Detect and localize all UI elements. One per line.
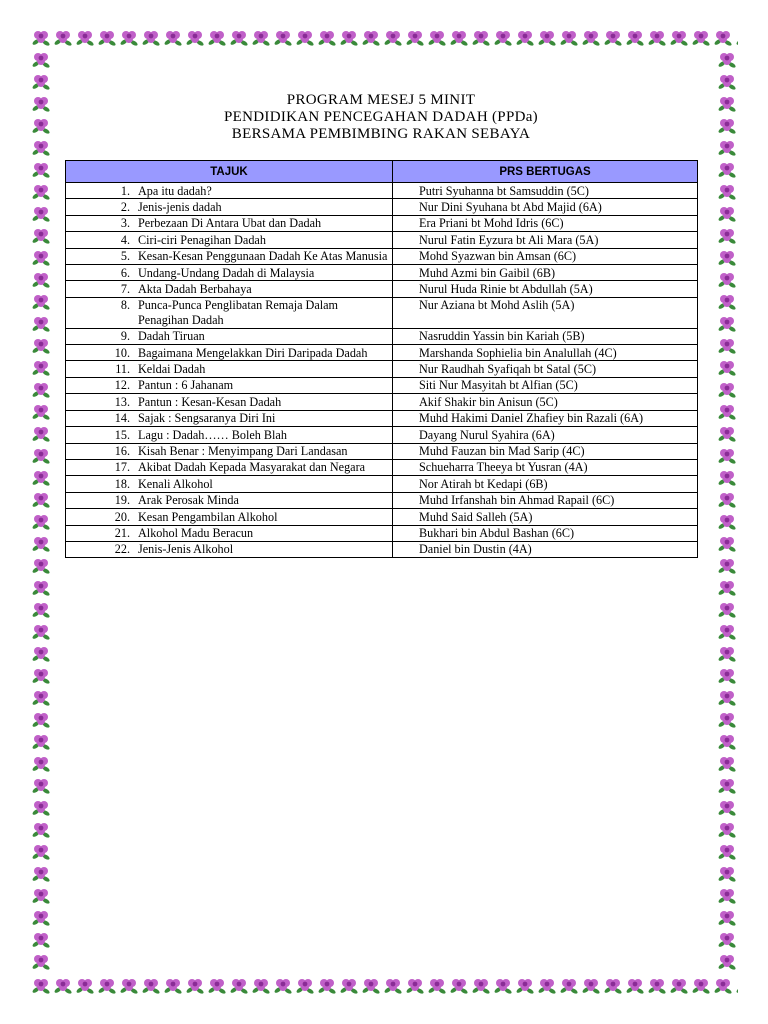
topic-cell (66, 183, 393, 199)
rose-flower-icon (690, 26, 712, 48)
rose-flower-icon (716, 444, 738, 466)
rose-flower-icon (162, 974, 184, 996)
row-number: 3. (120, 216, 130, 231)
rose-flower-icon (716, 730, 738, 752)
rose-flower-icon (250, 26, 272, 48)
rose-flower-icon (536, 974, 558, 996)
topic-cell (66, 232, 393, 248)
row-number: 10. (114, 345, 130, 360)
rose-flower-icon (716, 466, 738, 488)
rose-flower-icon (74, 26, 96, 48)
rose-flower-icon (716, 114, 738, 136)
rose-flower-icon (716, 400, 738, 422)
rose-flower-icon (716, 70, 738, 92)
officer-cell: Putri Syuhanna bt Samsuddin (5C) (393, 183, 698, 199)
rose-flower-icon (514, 974, 536, 996)
rose-flower-icon (338, 974, 360, 996)
row-number: 1. (120, 183, 130, 198)
topic-cell (66, 476, 393, 492)
schedule-table (65, 160, 698, 558)
officer-cell: Schueharra Theeya bt Yusran (4A) (393, 459, 698, 475)
rose-flower-icon (30, 730, 52, 752)
table-row (66, 394, 698, 410)
rose-flower-icon (404, 974, 426, 996)
topic-title: Kisah Benar : Menyimpang Dari Landasan (138, 444, 348, 458)
rose-flower-icon (30, 224, 52, 246)
topic-cell (66, 541, 393, 557)
table-row (66, 410, 698, 426)
rose-flower-icon (52, 26, 74, 48)
topic-title: Jenis-jenis dadah (138, 199, 222, 214)
page-border-right (716, 48, 738, 974)
officer-cell: Nor Atirah bt Kedapi (6B) (393, 476, 698, 492)
rose-flower-icon (30, 180, 52, 202)
topic-title: Arak Perosak Minda (138, 493, 239, 508)
row-number: 22. (114, 542, 130, 557)
table-row (66, 345, 698, 361)
column-header-tajuk: TAJUK (66, 161, 393, 183)
rose-flower-icon (716, 422, 738, 444)
officer-cell: Dayang Nurul Syahira (6A) (393, 427, 698, 443)
topic-title: Punca-Punca Penglibatan Remaja Dalam Penagihan Dadah (138, 298, 339, 327)
topic-cell (66, 459, 393, 475)
rose-flower-icon (30, 312, 52, 334)
rose-flower-icon (272, 26, 294, 48)
rose-flower-icon (96, 26, 118, 48)
rose-flower-icon (30, 488, 52, 510)
rose-flower-icon (30, 400, 52, 422)
topic-cell (66, 199, 393, 215)
rose-flower-icon (716, 972, 738, 974)
rose-flower-icon (30, 378, 52, 400)
officer-cell: Marshanda Sophielia bin Analullah (4C) (393, 345, 698, 361)
rose-flower-icon (716, 180, 738, 202)
rose-flower-icon (536, 26, 558, 48)
rose-flower-icon (30, 26, 52, 48)
rose-flower-icon (580, 974, 602, 996)
table-row (66, 427, 698, 443)
rose-flower-icon (716, 818, 738, 840)
rose-flower-icon (716, 224, 738, 246)
rose-flower-icon (30, 840, 52, 862)
rose-flower-icon (716, 906, 738, 928)
officer-cell: Nur Raudhah Syafiqah bt Satal (5C) (393, 361, 698, 377)
rose-flower-icon (250, 974, 272, 996)
topic-title: Kesan Pengambilan Alkohol (138, 509, 278, 524)
rose-flower-icon (716, 598, 738, 620)
rose-flower-icon (294, 26, 316, 48)
topic-cell (66, 525, 393, 541)
rose-flower-icon (30, 576, 52, 598)
topic-title: Apa itu dadah? (138, 183, 212, 198)
row-number: 16. (114, 444, 130, 458)
rose-flower-icon (30, 620, 52, 642)
topic-title: Keldai Dadah (138, 361, 206, 376)
officer-cell: Muhd Said Salleh (5A) (393, 509, 698, 525)
rose-flower-icon (30, 466, 52, 488)
rose-flower-icon (426, 974, 448, 996)
rose-flower-icon (316, 26, 338, 48)
topic-cell (66, 427, 393, 443)
topic-cell (66, 361, 393, 377)
row-number: 20. (114, 509, 130, 524)
row-number: 17. (114, 460, 130, 475)
rose-flower-icon (470, 26, 492, 48)
topic-cell (66, 394, 393, 410)
topic-cell (66, 509, 393, 525)
rose-flower-icon (716, 532, 738, 554)
table-row (66, 199, 698, 215)
rose-flower-icon (30, 114, 52, 136)
row-number: 18. (114, 476, 130, 491)
row-number: 14. (114, 411, 130, 426)
topic-cell (66, 345, 393, 361)
rose-flower-icon (30, 246, 52, 268)
rose-flower-icon (716, 796, 738, 818)
rose-flower-icon (30, 796, 52, 818)
officer-cell: Bukhari bin Abdul Bashan (6C) (393, 525, 698, 541)
rose-flower-icon (716, 884, 738, 906)
rose-flower-icon (716, 862, 738, 884)
officer-cell: Muhd Fauzan bin Mad Sarip (4C) (393, 443, 698, 459)
rose-flower-icon (30, 686, 52, 708)
rose-flower-icon (206, 26, 228, 48)
officer-cell: Era Priani bt Mohd Idris (6C) (393, 215, 698, 231)
rose-flower-icon (30, 290, 52, 312)
topic-title: Pantun : Kesan-Kesan Dadah (138, 394, 282, 409)
rose-flower-icon (716, 840, 738, 862)
rose-flower-icon (272, 974, 294, 996)
row-number: 8. (120, 298, 130, 313)
rose-flower-icon (712, 974, 734, 996)
officer-cell: Nur Dini Syuhana bt Abd Majid (6A) (393, 199, 698, 215)
rose-flower-icon (716, 92, 738, 114)
row-number: 12. (114, 378, 130, 393)
rose-flower-icon (30, 422, 52, 444)
topic-title: Alkohol Madu Beracun (138, 526, 254, 541)
officer-cell: Muhd Hakimi Daniel Zhafiey bin Razali (6A) (393, 410, 698, 426)
rose-flower-icon (30, 444, 52, 466)
rose-flower-icon (558, 26, 580, 48)
rose-flower-icon (716, 334, 738, 356)
topic-title: Kesan-Kesan Penggunaan Dadah Ke Atas Manusia (138, 249, 388, 264)
officer-cell: Nurul Fatin Eyzura bt Ali Mara (5A) (393, 232, 698, 248)
topic-cell (66, 328, 393, 344)
rose-flower-icon (716, 664, 738, 686)
rose-flower-icon (716, 708, 738, 730)
row-number: 21. (114, 526, 130, 541)
topic-title: Lagu : Dadah…… Boleh Blah (138, 427, 287, 442)
topic-cell (66, 297, 393, 328)
rose-flower-icon (426, 26, 448, 48)
rose-flower-icon (30, 974, 52, 996)
rose-flower-icon (30, 906, 52, 928)
table-row (66, 328, 698, 344)
rose-flower-icon (30, 708, 52, 730)
rose-flower-icon (30, 752, 52, 774)
rose-flower-icon (448, 26, 470, 48)
rose-flower-icon (118, 974, 140, 996)
row-number: 7. (120, 281, 130, 296)
row-number: 9. (120, 329, 130, 344)
topic-title: Ciri-ciri Penagihan Dadah (138, 232, 266, 247)
row-number: 4. (120, 232, 130, 247)
rose-flower-icon (52, 974, 74, 996)
rose-flower-icon (30, 950, 52, 972)
table-row (66, 492, 698, 508)
rose-flower-icon (716, 356, 738, 378)
topic-cell (66, 265, 393, 281)
row-number: 5. (120, 249, 130, 264)
table-body (66, 183, 698, 558)
topic-title: Pantun : 6 Jahanam (138, 378, 234, 393)
rose-flower-icon (30, 92, 52, 114)
rose-flower-icon (30, 928, 52, 950)
rose-flower-icon (360, 26, 382, 48)
rose-flower-icon (602, 974, 624, 996)
rose-flower-icon (716, 510, 738, 532)
topic-title: Sajak : Sengsaranya Diri Ini (138, 411, 276, 426)
officer-cell: Daniel bin Dustin (4A) (393, 541, 698, 557)
table-row (66, 525, 698, 541)
rose-flower-icon (624, 26, 646, 48)
rose-flower-icon (30, 642, 52, 664)
rose-flower-icon (30, 664, 52, 686)
rose-flower-icon (716, 136, 738, 158)
rose-flower-icon (30, 158, 52, 180)
title-line-2: PENDIDIKAN PENCEGAHAN DADAH (PPDa) (224, 109, 538, 125)
rose-flower-icon (716, 576, 738, 598)
rose-flower-icon (382, 974, 404, 996)
officer-cell: Siti Nur Masyitah bt Alfian (5C) (393, 377, 698, 393)
rose-flower-icon (30, 334, 52, 356)
rose-flower-icon (448, 974, 470, 996)
rose-flower-icon (716, 268, 738, 290)
rose-flower-icon (30, 884, 52, 906)
topic-title: Perbezaan Di Antara Ubat dan Dadah (138, 216, 322, 231)
rose-flower-icon (716, 312, 738, 334)
row-number: 15. (114, 427, 130, 442)
table-row (66, 377, 698, 393)
rose-flower-icon (30, 774, 52, 796)
topic-title: Undang-Undang Dadah di Malaysia (138, 265, 315, 280)
rose-flower-icon (140, 974, 162, 996)
topic-cell (66, 248, 393, 264)
rose-flower-icon (734, 974, 738, 996)
rose-flower-icon (118, 26, 140, 48)
page-border-bottom (30, 974, 738, 996)
rose-flower-icon (716, 290, 738, 312)
officer-cell: Nur Aziana bt Mohd Aslih (5A) (393, 297, 698, 328)
rose-flower-icon (294, 974, 316, 996)
table-row (66, 183, 698, 199)
row-number: 11. (115, 361, 130, 376)
rose-flower-icon (30, 818, 52, 840)
topic-cell (66, 492, 393, 508)
page-border-left (30, 48, 52, 974)
rose-flower-icon (716, 752, 738, 774)
rose-flower-icon (140, 26, 162, 48)
rose-flower-icon (716, 202, 738, 224)
officer-cell: Muhd Azmi bin Gaibil (6B) (393, 265, 698, 281)
rose-flower-icon (602, 26, 624, 48)
rose-flower-icon (716, 378, 738, 400)
rose-flower-icon (668, 26, 690, 48)
rose-flower-icon (96, 974, 118, 996)
rose-flower-icon (338, 26, 360, 48)
rose-flower-icon (382, 26, 404, 48)
table-row (66, 215, 698, 231)
rose-flower-icon (712, 26, 734, 48)
table-row (66, 509, 698, 525)
rose-flower-icon (228, 974, 250, 996)
rose-flower-icon (492, 974, 514, 996)
table-row (66, 443, 698, 459)
rose-flower-icon (30, 268, 52, 290)
rose-flower-icon (228, 26, 250, 48)
rose-flower-icon (580, 26, 602, 48)
rose-flower-icon (184, 26, 206, 48)
rose-flower-icon (716, 686, 738, 708)
officer-cell: Akif Shakir bin Anisun (5C) (393, 394, 698, 410)
column-header-prs-bertugas: PRS BERTUGAS (393, 161, 698, 183)
rose-flower-icon (404, 26, 426, 48)
rose-flower-icon (492, 26, 514, 48)
officer-cell: Nurul Huda Rinie bt Abdullah (5A) (393, 281, 698, 297)
rose-flower-icon (30, 532, 52, 554)
page-border-top (30, 26, 738, 48)
row-number: 6. (120, 265, 130, 280)
document-title (64, 92, 698, 143)
title-line-1: PROGRAM MESEJ 5 MINIT (286, 92, 476, 108)
table-row (66, 459, 698, 475)
topic-title: Akibat Dadah Kepada Masyarakat dan Negara (138, 460, 366, 475)
table-row (66, 281, 698, 297)
table-header-row (66, 161, 698, 183)
rose-flower-icon (716, 48, 738, 70)
officer-cell: Nasruddin Yassin bin Kariah (5B) (393, 328, 698, 344)
rose-flower-icon (716, 158, 738, 180)
table-row (66, 265, 698, 281)
rose-flower-icon (30, 356, 52, 378)
rose-flower-icon (30, 48, 52, 70)
rose-flower-icon (646, 26, 668, 48)
rose-flower-icon (316, 974, 338, 996)
rose-flower-icon (30, 972, 52, 974)
topic-cell (66, 281, 393, 297)
table-row (66, 541, 698, 557)
rose-flower-icon (514, 26, 536, 48)
topic-title: Akta Dadah Berbahaya (138, 281, 252, 296)
topic-cell (66, 443, 393, 459)
rose-flower-icon (30, 598, 52, 620)
rose-flower-icon (716, 928, 738, 950)
rose-flower-icon (624, 974, 646, 996)
rose-flower-icon (30, 136, 52, 158)
rose-flower-icon (690, 974, 712, 996)
rose-flower-icon (30, 554, 52, 576)
table-row (66, 232, 698, 248)
rose-flower-icon (184, 974, 206, 996)
rose-flower-icon (360, 974, 382, 996)
rose-flower-icon (470, 974, 492, 996)
table-row (66, 248, 698, 264)
table-row (66, 297, 698, 328)
rose-flower-icon (74, 974, 96, 996)
rose-flower-icon (716, 246, 738, 268)
rose-flower-icon (734, 26, 738, 48)
rose-flower-icon (716, 620, 738, 642)
rose-flower-icon (206, 974, 228, 996)
rose-flower-icon (30, 202, 52, 224)
rose-flower-icon (716, 642, 738, 664)
rose-flower-icon (646, 974, 668, 996)
topic-title: Bagaimana Mengelakkan Diri Daripada Dadah (138, 345, 368, 360)
topic-cell (66, 410, 393, 426)
table-row (66, 476, 698, 492)
row-number: 2. (120, 199, 130, 214)
topic-title: Jenis-Jenis Alkohol (138, 542, 234, 557)
topic-title: Kenali Alkohol (138, 476, 213, 491)
rose-flower-icon (716, 774, 738, 796)
rose-flower-icon (716, 488, 738, 510)
rose-flower-icon (30, 862, 52, 884)
rose-flower-icon (30, 70, 52, 92)
row-number: 13. (114, 394, 130, 409)
topic-title: Dadah Tiruan (138, 329, 205, 344)
officer-cell: Muhd Irfanshah bin Ahmad Rapail (6C) (393, 492, 698, 508)
rose-flower-icon (558, 974, 580, 996)
rose-flower-icon (716, 950, 738, 972)
row-number: 19. (114, 493, 130, 508)
officer-cell: Mohd Syazwan bin Amsan (6C) (393, 248, 698, 264)
topic-cell (66, 215, 393, 231)
title-line-3: BERSAMA PEMBIMBING RAKAN SEBAYA (231, 126, 531, 142)
rose-flower-icon (30, 510, 52, 532)
rose-flower-icon (668, 974, 690, 996)
table-row (66, 361, 698, 377)
topic-cell (66, 377, 393, 393)
rose-flower-icon (716, 554, 738, 576)
rose-flower-icon (162, 26, 184, 48)
